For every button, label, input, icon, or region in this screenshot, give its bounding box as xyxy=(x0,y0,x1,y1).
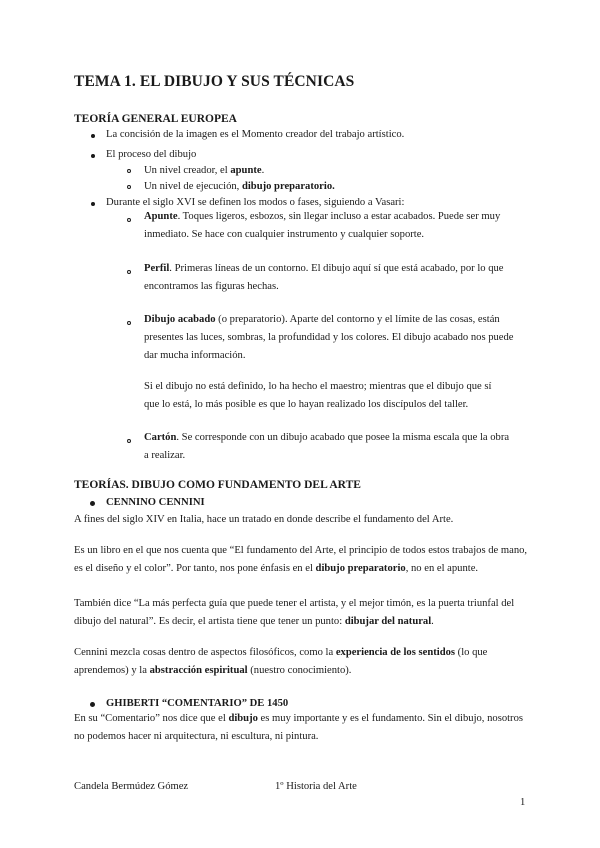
bullet-text-proceso: El proceso del dibujo xyxy=(106,149,197,160)
phase-carton: Cartón. Se corresponde con un dibujo acabado que posee la misma escala que la obra a realizar. xyxy=(144,432,510,461)
paragraph-cennini-filosofia: Cennini mezcla cosas dentro de aspectos filosóficos, como la experiencia de los sentidos (lo que aprendemos) y la abstracción espiritual (nuestro conocimiento). xyxy=(74,647,488,676)
subheading-ghiberti: GHIBERTI “COMENTARIO” DE 1450 xyxy=(106,698,289,709)
bullet-text-siglo-xvi: Durante el siglo XVI se definen los modos o fases, siguiendo a Vasari: xyxy=(106,197,405,208)
page-number: 1 xyxy=(520,797,526,808)
phase-dibujo-acabado-note: Si el dibujo no está definido, lo ha hecho el maestro; mientras que el dibujo que sí que lo está, lo más posible es que lo hayan realizado los discípulos del taller. xyxy=(144,381,492,410)
footer-author: Candela Bermúdez Gómez xyxy=(74,781,189,792)
bullet-circle xyxy=(127,185,131,189)
bullet-circle xyxy=(127,270,131,274)
bullet-text-concision: La concisión de la imagen es el Momento creador del trabajo artístico. xyxy=(106,129,405,140)
bullet-circle xyxy=(127,321,131,325)
footer-course: 1º Historia del Arte xyxy=(275,781,357,792)
bullet-circle xyxy=(127,439,131,443)
paragraph-cennini-guia: También dice “La más perfecta guía que puede tener el artista, y el mejor timón, es la puerta triunfal del dibujo del natural”. Es decir, el artista tiene que tener un punto: dibujar del natural. xyxy=(74,598,515,627)
bullet-disc xyxy=(91,202,95,206)
phase-apunte: Apunte. Toques ligeros, esbozos, sin llegar incluso a estar acabados. Puede ser muy inmediato. Se hace con cualquier instrumento y cualquier soporte. xyxy=(144,211,501,240)
section-heading-teorias: TEORÍAS. DIBUJO COMO FUNDAMENTO DEL ARTE xyxy=(74,479,361,491)
phase-dibujo-acabado: Dibujo acabado (o preparatorio). Aparte del contorno y el límite de las cosas, están presentes las luces, sombras, la profundidad y los colores. El dibujo acabado nos puede dar mucha información. xyxy=(144,314,514,361)
bullet-disc xyxy=(91,134,95,138)
page-title: TEMA 1. EL DIBUJO Y SUS TÉCNICAS xyxy=(74,73,355,90)
sub-bullet-ejecucion-level: Un nivel de ejecución, dibujo preparatorio. xyxy=(144,181,335,192)
bullet-circle xyxy=(127,169,131,173)
bullet-circle xyxy=(127,218,131,222)
paragraph-ghiberti: En su “Comentario” nos dice que el dibujo es muy importante y es el fundamento. Sin el dibujo, nosotros no podemos hacer ni arquitectura, ni escultura, ni pintura. xyxy=(74,713,524,742)
phase-perfil: Perfil. Primeras líneas de un contorno. El dibujo aquí sí que está acabado, por lo que encontramos las figuras hechas. xyxy=(144,263,504,292)
paragraph-cennini-intro: A fines del siglo XIV en Italia, hace un tratado en donde describe el fundamento del Arte. xyxy=(74,514,454,525)
section-heading-teoria-general: TEORÍA GENERAL EUROPEA xyxy=(74,113,237,125)
bullet-disc xyxy=(90,702,95,707)
paragraph-cennini-libro: Es un libro en el que nos cuenta que “El fundamento del Arte, el principio de todos estos trabajos de mano, es el diseño y el color”. Por tanto, nos pone énfasis en el dibujo preparatorio, no en el apunte. xyxy=(74,545,528,574)
subheading-cennini: CENNINO CENNINI xyxy=(106,497,205,508)
bullet-disc xyxy=(91,154,95,158)
sub-bullet-apunte-level: Un nivel creador, el apunte. xyxy=(144,165,265,176)
bullet-disc xyxy=(90,501,95,506)
